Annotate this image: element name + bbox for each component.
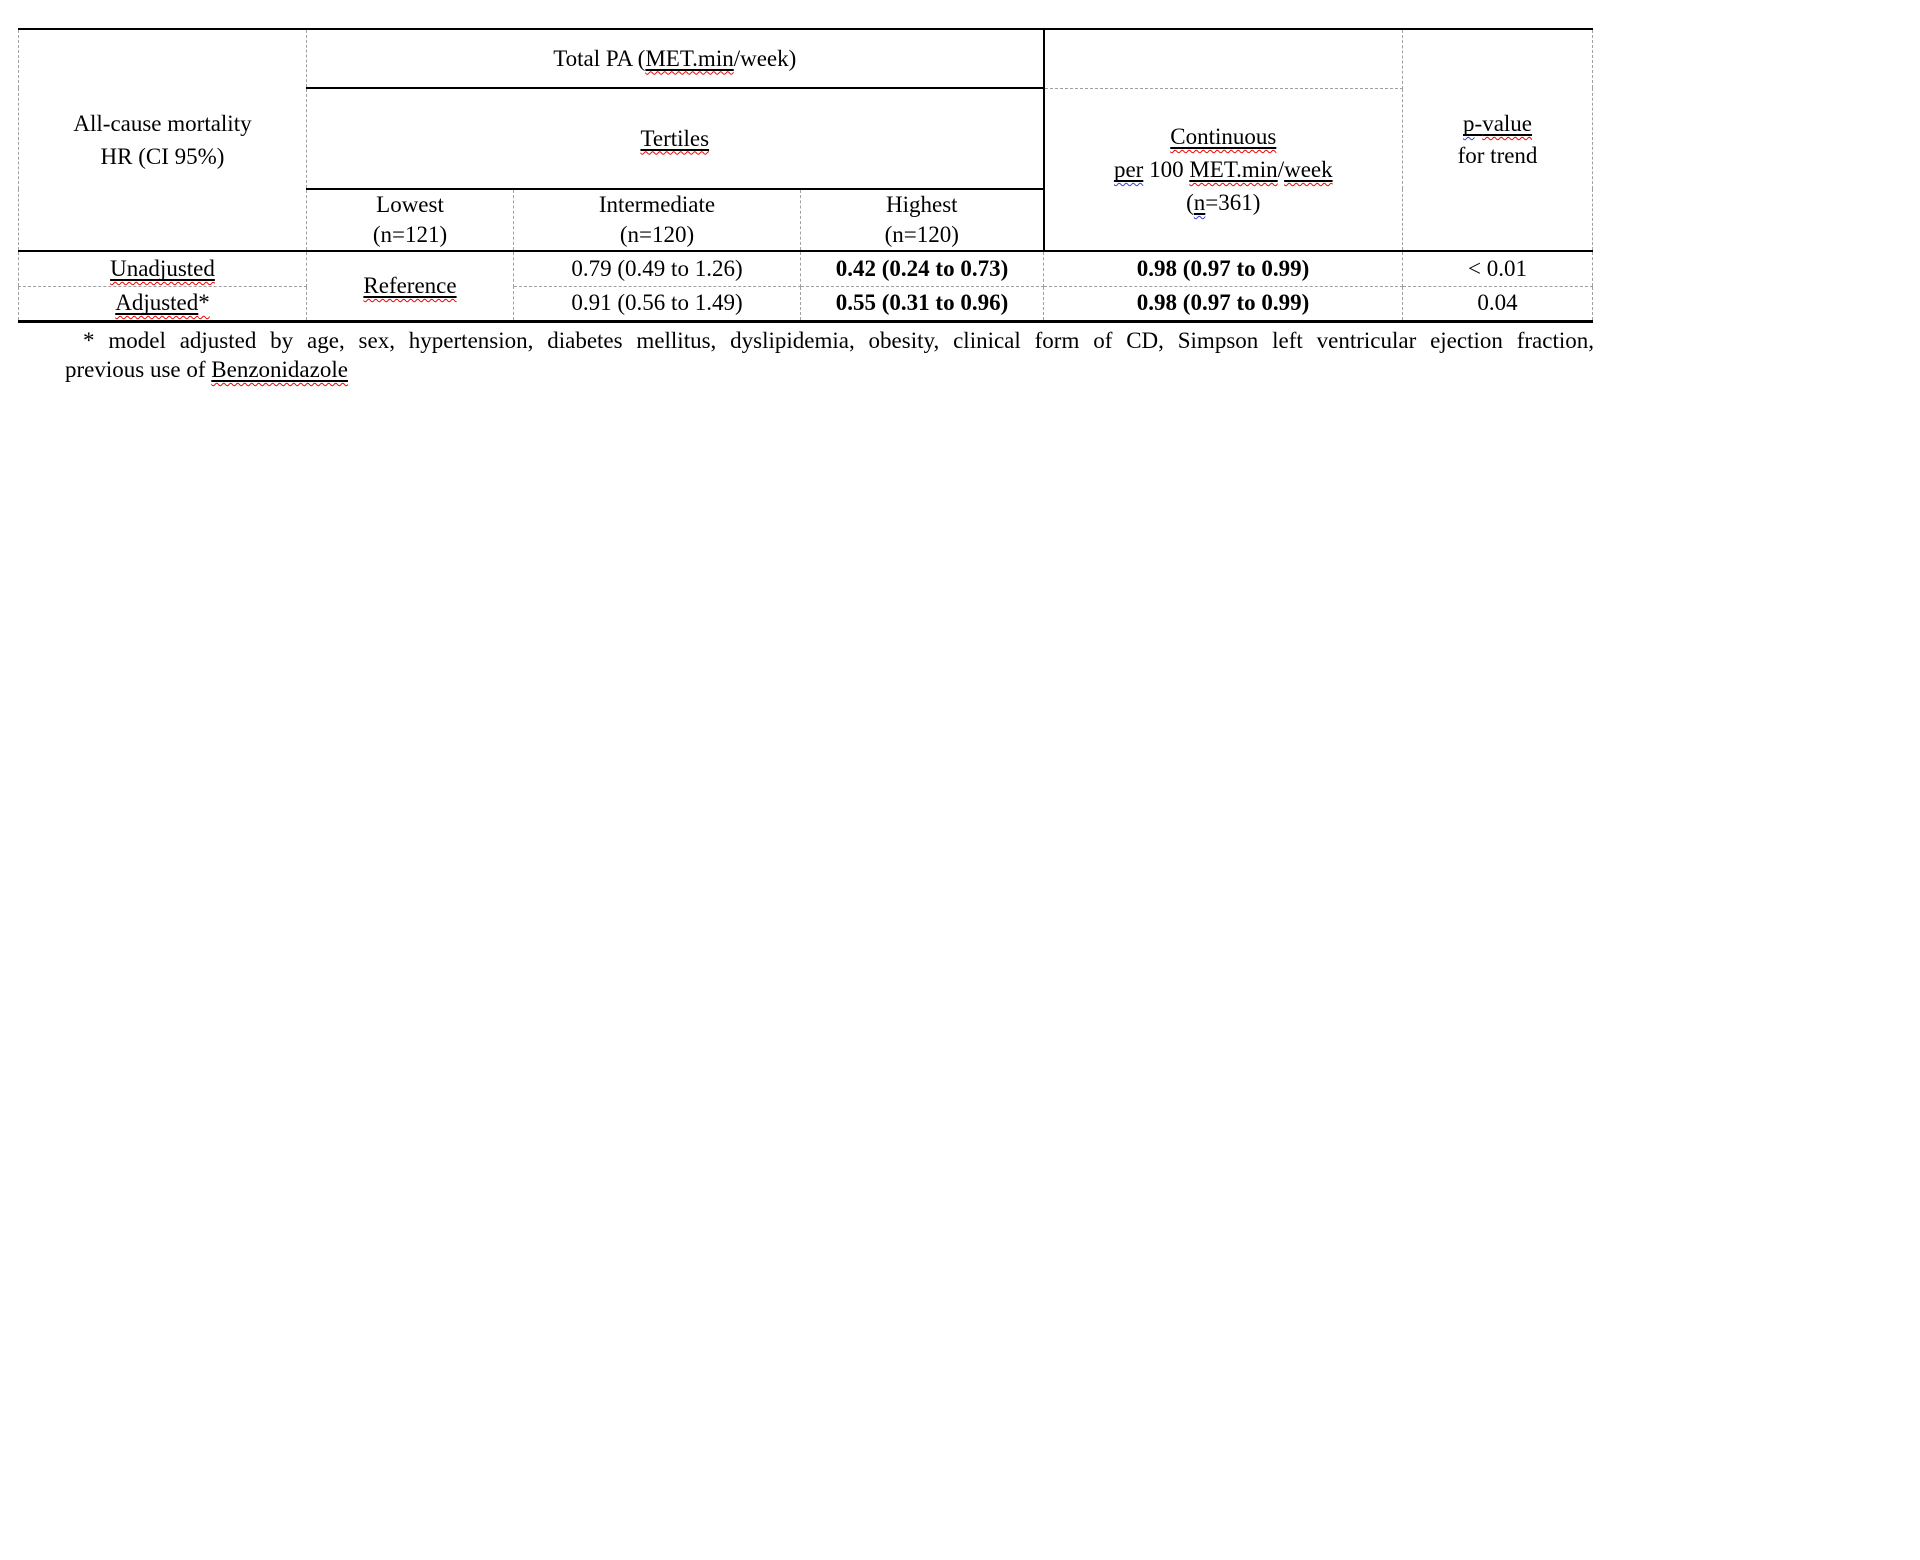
row-label-unadjusted — [19, 251, 307, 286]
corner-header-line2: HR (CI 95%) — [100, 144, 225, 169]
cell-unadjusted-intermediate — [514, 251, 801, 286]
pvalue-value: value — [1482, 111, 1533, 136]
adjusted-label: Adjusted — [115, 290, 199, 315]
total-pa-header-cell — [307, 29, 1044, 88]
continuous-per: per — [1113, 156, 1144, 182]
pvalue-p: p — [1463, 111, 1475, 136]
cell-adjusted-continuous — [1044, 286, 1403, 321]
footnote-line2-prefix: previous use of — [65, 357, 212, 382]
highest-line2: (n=120) — [884, 222, 959, 247]
continuous-n-rest: =361) — [1205, 189, 1261, 215]
reference-label: Reference — [363, 272, 457, 298]
unadjusted-pvalue: < 0.01 — [1468, 255, 1528, 281]
unadjusted-label: Unadjusted — [110, 255, 215, 281]
lowest-line1: Lowest — [376, 192, 444, 217]
cell-adjusted-pvalue — [1403, 286, 1593, 321]
intermediate-line2: (n=120) — [619, 222, 695, 247]
lowest-header-cell — [307, 189, 514, 251]
mortality-hr-table — [18, 28, 1593, 323]
footnote-line1: * model adjusted by age, sex, hypertension, diabetes mellitus, dyslipidemia, obesity, clinical form of CD, Simpson left ventricular ejection fraction, — [83, 328, 1594, 353]
empty-header-cell — [1044, 29, 1403, 88]
total-pa-flagged-word: MET.min — [645, 45, 734, 71]
adjusted-star: * — [198, 290, 210, 315]
adjusted-continuous-value: 0.98 (0.97 to 0.99) — [1136, 290, 1310, 315]
footnote-line2 — [65, 355, 1594, 384]
footnote-flagged-word: Benzonidazole — [211, 357, 348, 382]
unadjusted-continuous-value: 0.98 (0.97 to 0.99) — [1136, 255, 1310, 281]
cell-unadjusted-pvalue — [1403, 251, 1593, 286]
continuous-n-open: ( — [1186, 189, 1194, 215]
continuous-header-cell — [1044, 88, 1403, 251]
continuous-met-min: MET.min — [1189, 156, 1278, 182]
tertiles-label: Tertiles — [640, 125, 710, 151]
corner-header-line1: All-cause mortality — [73, 111, 252, 136]
total-pa-prefix: Total PA ( — [553, 45, 646, 71]
pvalue-header-cell — [1403, 29, 1593, 251]
adjusted-highest-value: 0.55 (0.31 to 0.96) — [835, 290, 1009, 315]
table-footnote — [65, 326, 1594, 384]
pvalue-hyphen: - — [1474, 111, 1483, 136]
highest-line1: Highest — [885, 192, 958, 217]
row-label-adjusted — [19, 286, 307, 321]
total-pa-suffix: /week) — [733, 45, 797, 71]
adjusted-pvalue: 0.04 — [1477, 290, 1518, 315]
continuous-line1: Continuous — [1170, 123, 1277, 149]
tertiles-header-cell — [307, 88, 1044, 189]
cell-unadjusted-continuous — [1044, 251, 1403, 286]
reference-cell — [307, 251, 514, 321]
continuous-week: week — [1284, 156, 1333, 182]
unadjusted-highest-value: 0.42 (0.24 to 0.73) — [835, 255, 1009, 281]
unadjusted-intermediate-value: 0.79 (0.49 to 1.26) — [571, 255, 743, 281]
pvalue-line2: for trend — [1457, 143, 1538, 168]
continuous-100: 100 — [1143, 156, 1190, 182]
intermediate-header-cell — [514, 189, 801, 251]
adjusted-intermediate-value: 0.91 (0.56 to 1.49) — [571, 290, 743, 315]
cell-unadjusted-highest — [801, 251, 1044, 286]
highest-header-cell — [801, 189, 1044, 251]
cell-adjusted-intermediate — [514, 286, 801, 321]
cell-adjusted-highest — [801, 286, 1044, 321]
intermediate-line1: Intermediate — [598, 192, 716, 217]
lowest-line2: (n=121) — [372, 222, 448, 247]
corner-header-cell — [19, 29, 307, 251]
continuous-slash: / — [1277, 156, 1285, 182]
continuous-n: n — [1193, 189, 1206, 215]
